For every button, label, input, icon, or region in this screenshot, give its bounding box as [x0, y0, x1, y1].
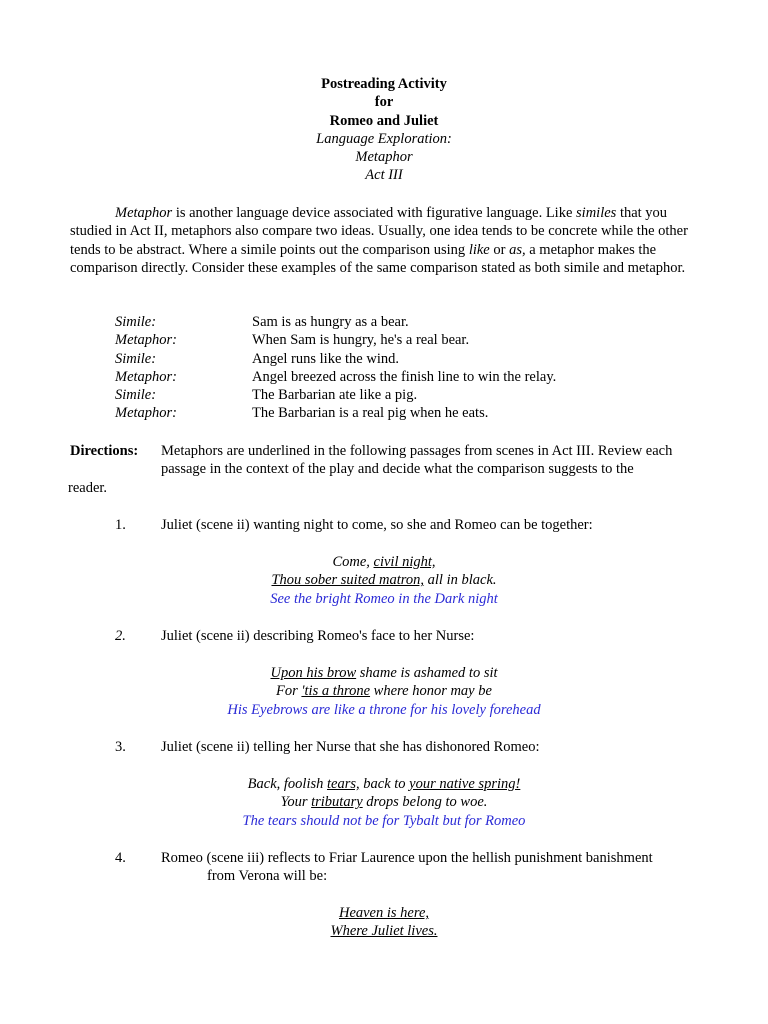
example-kind: Metaphor: — [115, 405, 178, 422]
example-row — [115, 350, 695, 368]
quote-text: For — [276, 683, 302, 700]
quote-text: shame is ashamed to sit — [356, 665, 498, 681]
example-kind: Metaphor: — [115, 332, 178, 349]
intro-text-1: is another language device associated with figurative language. Like — [172, 205, 577, 221]
quote-metaphor: Thou sober suited matron, — [271, 572, 425, 589]
subtitle-exploration: Language Exploration: — [316, 130, 452, 147]
item-number: 4. — [115, 850, 126, 866]
directions-line-2: passage in the context of the play and decide what the comparison suggests to the — [161, 461, 634, 478]
passage-quote-4 — [0, 904, 768, 941]
item-number: 2. — [115, 628, 126, 644]
quote-metaphor: your native spring! — [409, 776, 521, 792]
passage-quote-2 — [0, 664, 768, 719]
item-number: 3. — [115, 739, 126, 755]
intro-paragraph — [70, 204, 700, 277]
item-prompt: Romeo (scene iii) reflects to Friar Laurence upon the hellish punishment banishment — [161, 850, 653, 866]
quote-text: where honor may be — [370, 683, 492, 700]
quote-text: drops belong to woe. — [362, 794, 488, 811]
title-for: for — [374, 94, 394, 111]
item-prompt-cont: from Verona will be: — [207, 868, 328, 884]
intro-term-metaphor: Metaphor — [115, 205, 173, 221]
intro-term-similes: similes — [576, 205, 617, 221]
student-answer: His Eyebrows are like a throne for his lovely forehead — [227, 701, 541, 718]
quote-text: Come, — [332, 554, 374, 570]
quote-text: back to — [359, 776, 410, 792]
subtitle-metaphor: Metaphor — [355, 149, 413, 166]
item-number: 1. — [115, 517, 126, 533]
student-answer: The tears should not be for Tybalt but for Romeo — [242, 812, 526, 829]
directions-label: Directions: — [70, 443, 139, 459]
passage-quote-3 — [0, 775, 768, 830]
quote-metaphor: Heaven is here, — [338, 905, 430, 921]
subtitle-act: Act III — [365, 167, 403, 184]
quote-metaphor: civil night, — [373, 554, 436, 570]
quote-text: all in black. — [424, 572, 497, 589]
quote-metaphor: Upon his brow — [270, 665, 357, 681]
example-text: Angel runs like the wind. — [252, 350, 399, 367]
title-block — [0, 75, 768, 185]
quote-metaphor: tributary — [311, 794, 363, 811]
example-kind: Simile: — [115, 314, 157, 330]
passage-quote-1 — [0, 553, 768, 608]
example-text: Sam is as hungry as a bear. — [252, 314, 409, 330]
example-text: The Barbarian is a real pig when he eats. — [252, 405, 489, 422]
quote-text: Back, foolish — [247, 776, 328, 792]
intro-text-2: that you studied in Act II, metaphors also compare two ideas. Usually, one idea tends to be concrete while the other tends to be abstract. Where a simile points out the comparison using — [70, 205, 688, 258]
quote-text: Your — [280, 794, 312, 811]
title-line: Postreading Activity — [321, 76, 447, 92]
item-prompt: Juliet (scene ii) telling her Nurse that she has dishonored Romeo: — [161, 739, 540, 755]
intro-text-3: or — [489, 241, 510, 258]
item-prompt: Juliet (scene ii) wanting night to come, so she and Romeo can be together: — [161, 517, 593, 533]
example-kind: Simile: — [115, 387, 157, 404]
directions-line-3: reader. — [68, 479, 108, 496]
example-kind: Simile: — [115, 350, 157, 367]
example-row — [115, 331, 695, 349]
example-text: When Sam is hungry, he's a real bear. — [252, 332, 470, 349]
quote-metaphor: tears, — [327, 776, 360, 792]
examples-list — [115, 313, 695, 423]
directions-line-1: Metaphors are underlined in the following passages from scenes in Act III. Review each — [161, 443, 673, 459]
quote-metaphor: 'tis a throne — [301, 683, 371, 700]
intro-term-like: like — [468, 241, 490, 258]
example-row — [115, 386, 695, 404]
title-play: Romeo and Juliet — [329, 112, 439, 129]
intro-text-4: a metaphor makes the comparison directly. Consider these examples of the same comparison stated as both simile and metaphor. — [70, 241, 686, 276]
example-text: Angel breezed across the finish line to win the relay. — [252, 368, 557, 385]
intro-term-as: as, — [509, 241, 526, 258]
example-row — [115, 368, 695, 386]
item-prompt: Juliet (scene ii) describing Romeo's face to her Nurse: — [161, 628, 475, 644]
directions-block — [70, 442, 700, 497]
example-text: The Barbarian ate like a pig. — [252, 387, 418, 404]
example-row — [115, 404, 695, 422]
example-row — [115, 313, 695, 331]
example-kind: Metaphor: — [115, 368, 178, 385]
quote-metaphor: Where Juliet lives. — [330, 923, 438, 940]
student-answer: See the bright Romeo in the Dark night — [270, 590, 498, 607]
